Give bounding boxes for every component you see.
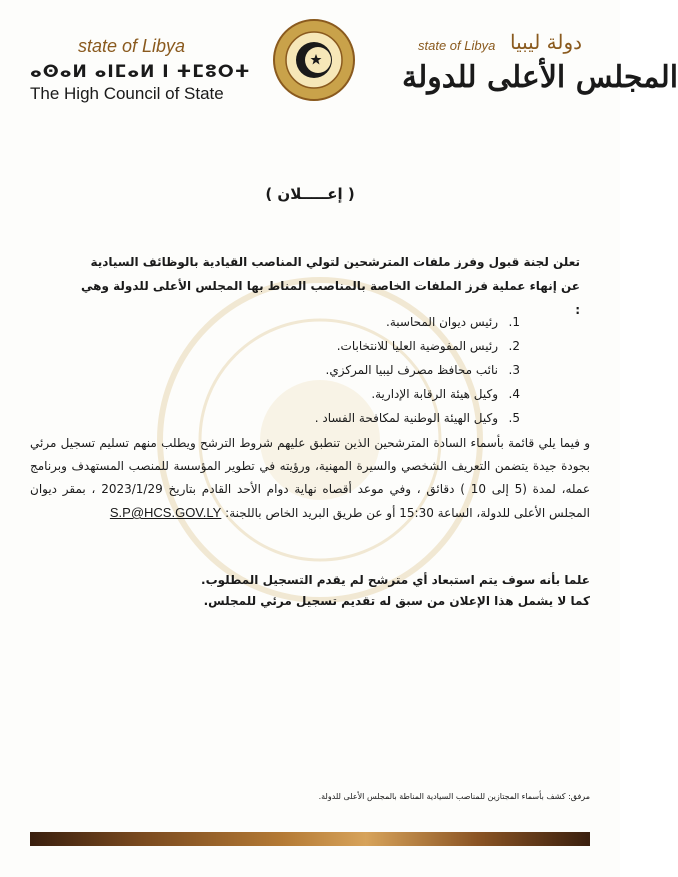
paragraph-text: و فيما يلي قائمة بأسماء السادة المترشحين الذين تنطبق عليهم شروط الترشح ويطلب منهم تسليم تسجيل مرئي بجودة جيدة يتضمن التعريف الشخصي والسيرة المهنية، ورؤيته في تطوير المؤسسة للمنصب المستهدف وبرنامج عمله، لمدة (5 إلى 10 ) دقائق ، وفي موعد أقصاه نهاية دوام الأحد القادم بتاريخ 2023/1/29 ، بمقر ديوان المجلس الأعلى للدولة، الساعة 15:30 أو عن طريق البريد الخاص باللجنة: — [30, 436, 590, 520]
list-item-label: وكيل الهيئة الوطنية لمكافحة الفساد . — [314, 411, 498, 425]
list-item-label: نائب محافظ مصرف ليبيا المركزي. — [325, 363, 498, 377]
footer-decorative-bar — [30, 832, 590, 846]
header-right-dawla: دولة ليبيا — [510, 30, 583, 54]
list-item — [260, 358, 520, 382]
list-item-label: وكيل هيئة الرقابة الإدارية. — [371, 387, 498, 401]
attachment-note: مرفق: كشف بأسماء المجتازين للمناصب السيادية المناطة بالمجلس الأعلى للدولة. — [318, 792, 590, 801]
header-arabic-council-title: المجلس الأعلى للدولة — [402, 60, 678, 95]
header-right-state: state of Libya — [418, 38, 496, 53]
closing-note-scope: كما لا يشمل هذا الإعلان من سبق له تقديم تسجيل مرئي للمجلس. — [203, 594, 590, 608]
list-item — [260, 310, 520, 334]
list-item — [260, 382, 520, 406]
committee-email-link[interactable]: S.P@HCS.GOV.LY — [109, 505, 222, 520]
announcement-paragraph — [30, 432, 590, 525]
header-english-title: The High Council of State — [30, 84, 224, 103]
announcement-intro: تعلن لجنة قبول وفرز ملفات المترشحين لتولي المناصب القيادية بالوظائف السيادية عن إنهاء عملية فرز الملفات الخاصة بالمناصب المناط بها المجلس الأعلى للدولة وهي : — [81, 255, 580, 317]
header-tifinagh-title: ⴰⵙⴰⵍ ⴰⵏⵎⴰⵍ ⵏ ⵜⵎⵓⵔⵜ — [30, 62, 251, 82]
header-right — [400, 30, 678, 110]
closing-notes — [115, 570, 590, 612]
positions-list — [260, 310, 520, 430]
list-item-number: 2. — [508, 339, 520, 353]
council-emblem-logo — [272, 18, 356, 102]
list-item-number: 1. — [508, 315, 520, 329]
closing-note-exclusion: علما بأنه سوف يتم استبعاد أي مترشح لم يقدم التسجيل المطلوب. — [201, 573, 590, 587]
list-item — [260, 334, 520, 358]
list-item — [260, 406, 520, 430]
announcement-title: ( إعـــــلان ) — [265, 185, 355, 203]
list-item-number: 4. — [508, 387, 520, 401]
list-item-label: رئيس ديوان المحاسبة. — [386, 315, 498, 329]
list-item-number: 5. — [508, 411, 520, 425]
list-item-number: 3. — [508, 363, 520, 377]
header-left-state: state of Libya — [78, 36, 186, 56]
list-item-label: رئيس المفوضية العليا للانتخابات. — [336, 339, 498, 353]
